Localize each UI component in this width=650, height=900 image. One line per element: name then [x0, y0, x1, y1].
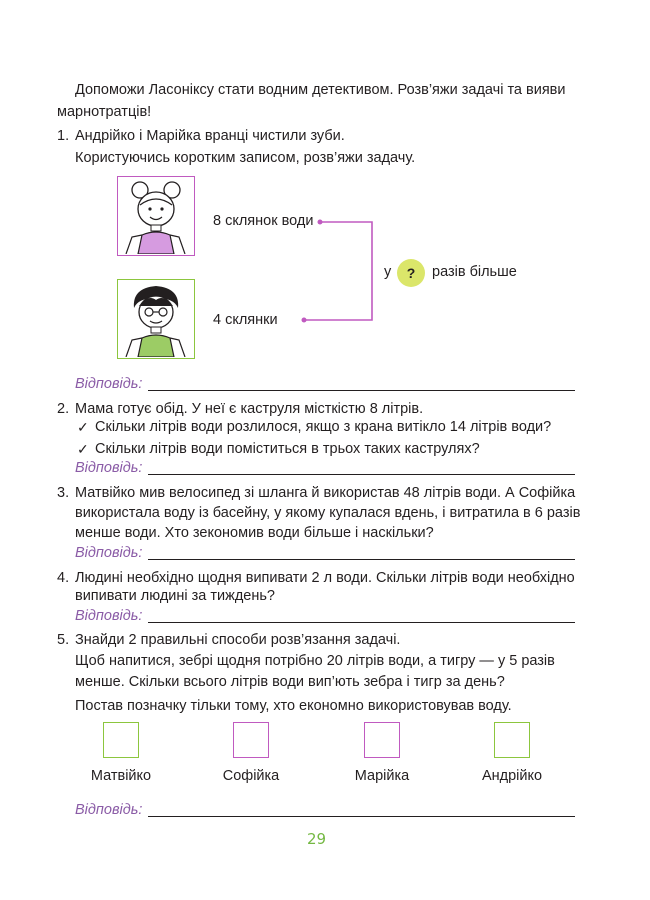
- answer-line-4[interactable]: [148, 622, 575, 623]
- page-number: 29: [307, 830, 327, 848]
- answer-label-3: Відповідь:: [75, 545, 143, 561]
- girl-portrait: [117, 176, 195, 256]
- comparison-bracket: [300, 210, 380, 330]
- checkbox-sofiiko[interactable]: [233, 722, 269, 758]
- boy-illustration: [118, 280, 193, 357]
- answer-line-5[interactable]: [148, 816, 575, 817]
- task-3-line-2: використала воду із басейну, у якому купалася вдень, і витратила в 6 разів: [75, 505, 581, 521]
- task-2-number: 2.: [57, 401, 70, 417]
- checkbox-andriiko[interactable]: [494, 722, 530, 758]
- answer-line-2[interactable]: [148, 474, 575, 475]
- task-3-line-3: менше води. Хто зекономив води більше і наскільки?: [75, 525, 434, 541]
- task-3-number: 3.: [57, 485, 70, 501]
- compare-suffix: разів більше: [432, 264, 517, 280]
- answer-line-3[interactable]: [148, 559, 575, 560]
- task-1-line-2: Користуючись коротким записом, розв’яжи задачу.: [75, 150, 416, 166]
- boy-portrait: [117, 279, 195, 359]
- task-5-line-2: Щоб напитися, зебрі щодня потрібно 20 літрів води, а тигру — у 5 разів: [75, 653, 555, 669]
- girl-illustration: [118, 177, 193, 254]
- task-1-number: 1.: [57, 128, 70, 144]
- checkbox-mariiko[interactable]: [364, 722, 400, 758]
- answer-label-5: Відповідь:: [75, 802, 143, 818]
- task-4-line-2: випивати людині за тиждень?: [75, 588, 275, 604]
- task-5-number: 5.: [57, 632, 70, 648]
- task-5-line-1: Знайди 2 правильні способи розв’язання задачі.: [75, 632, 401, 648]
- answer-label-1: Відповідь:: [75, 376, 143, 392]
- task-2-question-2: Скільки літрів води поміститься в трьох таких каструлях?: [95, 441, 480, 457]
- intro-line-2: марнотратців!: [57, 104, 152, 120]
- intro-line-1: Допоможи Ласоніксу стати водним детективом. Розв’яжи задачі та вияви: [75, 82, 566, 98]
- compare-prefix: у: [384, 264, 392, 280]
- check-icon: ✓: [77, 441, 89, 457]
- answer-label-4: Відповідь:: [75, 608, 143, 624]
- label-4-glasses: 4 склянки: [213, 312, 278, 328]
- name-mariiko: Марійка: [354, 768, 410, 784]
- task-5-line-4: Постав позначку тільки тому, хто економно використовував воду.: [75, 698, 512, 714]
- answer-line-1[interactable]: [148, 390, 575, 391]
- name-andriiko: Андрійко: [481, 768, 543, 784]
- task-3-line-1: Матвійко мив велосипед зі шланга й використав 48 літрів води. А Софійка: [75, 485, 576, 501]
- task-5-line-3: менше. Скільки всього літрів води вип’ють зебра і тигр за день?: [75, 674, 505, 690]
- task-2-line-1: Мама готує обід. У неї є каструля місткістю 8 літрів.: [75, 401, 424, 417]
- task-2-question-1: Скільки літрів води розлилося, якщо з крана витікло 14 літрів води?: [95, 419, 552, 435]
- name-sofiiko: Софійка: [222, 768, 280, 784]
- name-matviiko: Матвійко: [90, 768, 152, 784]
- answer-label-2: Відповідь:: [75, 460, 143, 476]
- task-4-number: 4.: [57, 570, 70, 586]
- checkbox-matviiko[interactable]: [103, 722, 139, 758]
- task-4-line-1: Людині необхідно щодня випивати 2 л води. Скільки літрів води необхідно: [75, 570, 575, 586]
- task-1-line-1: Андрійко і Марійка вранці чистили зуби.: [75, 128, 345, 144]
- check-icon: ✓: [77, 419, 89, 435]
- question-mark-circle: ?: [397, 259, 425, 287]
- label-8-glasses: 8 склянок води: [213, 213, 314, 229]
